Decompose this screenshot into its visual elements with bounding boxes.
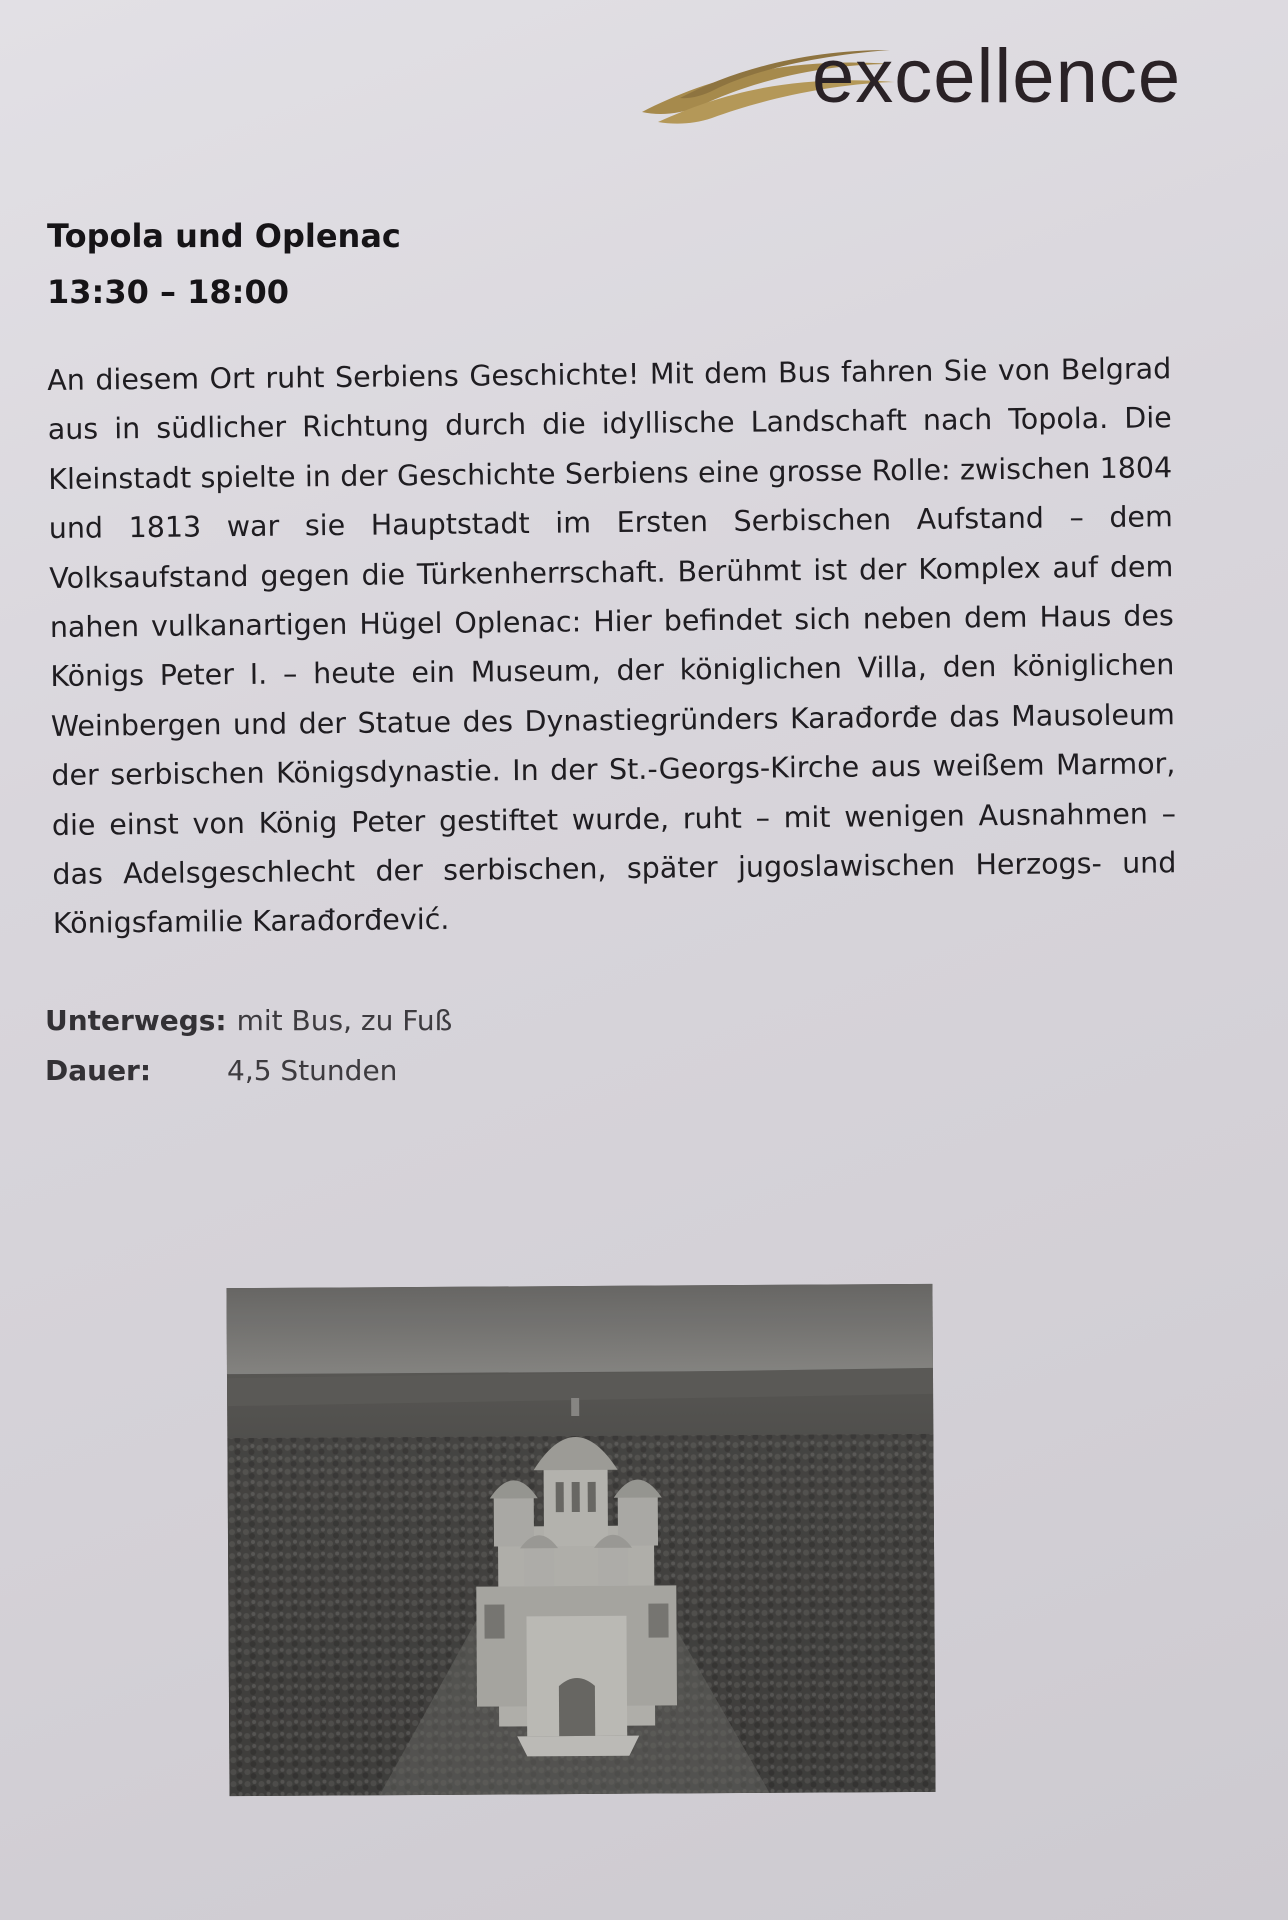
- church-photo: [226, 1284, 935, 1796]
- excursion-title: Topola und Oplenac: [47, 217, 401, 255]
- excursion-description: An diesem Ort ruht Serbiens Geschichte! Mit dem Bus fahren Sie von Belgrad aus in südlicher Richtung durch die idyllische Landschaft nach Topola. Die Kleinstadt spielte in der Geschichte Serbiens eine grosse Rolle: zwischen 1804 und 1813 war sie Hauptstadt im Ersten Serbischen Aufstand – dem Volksaufstand gegen die Türkenherrschaft. Berühmt ist der Komplex auf dem nahen vulkanartigen Hügel Oplenac: Hier befindet sich neben dem Haus des Königs Peter I. – heute ein Museum, der königlichen Villa, den königlichen Weinbergen und der Statue des Dynastiegründers Karađorđe das Mausoleum der serbischen Königsdynastie. In der St.-Georgs-Kirche aus weißem Marmor, die einst von König Peter gestiftet wurde, ruht – mit wenigen Ausnahmen – das Adelsgeschlecht der serbischen, später jugoslawischen Herzogs- und Königsfamilie Karađorđević.: [47, 352, 1177, 941]
- duration-label: Dauer:: [45, 1054, 152, 1087]
- brand-logo: [640, 34, 1220, 128]
- travel-row: [45, 996, 745, 1046]
- travel-value: mit Bus, zu Fuß: [236, 1004, 453, 1037]
- excursion-heading: [47, 208, 647, 320]
- excursion-time: 13:30 – 18:00: [47, 273, 289, 311]
- duration-row: [45, 1046, 745, 1096]
- brand-wordmark: excellence: [812, 34, 1182, 119]
- excursion-info: [45, 996, 745, 1096]
- travel-label: Unterwegs:: [45, 1004, 227, 1037]
- church-photo-illustration: [226, 1284, 935, 1796]
- duration-value: 4,5 Stunden: [227, 1054, 398, 1087]
